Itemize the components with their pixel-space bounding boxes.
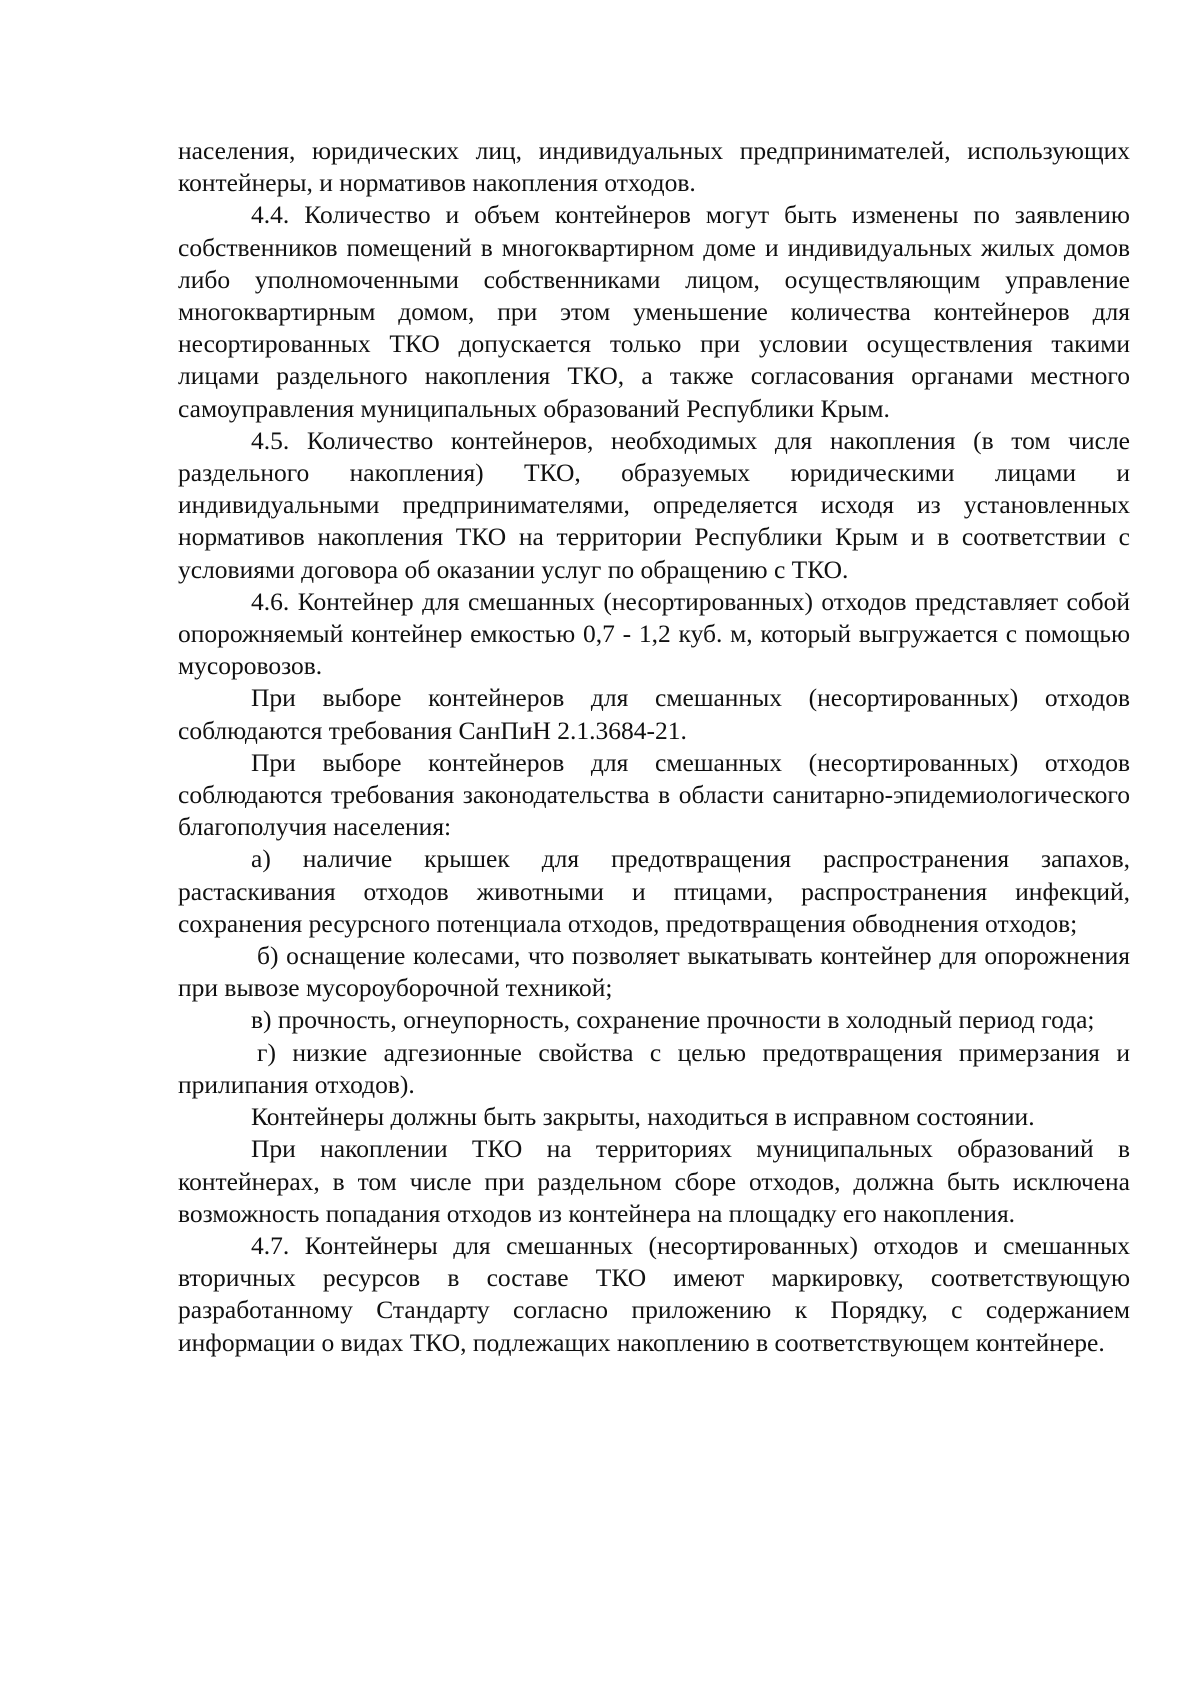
paragraph-requirements-intro: При выборе контейнеров для смешанных (несортированных) отходов соблюдаются требования законодательства в области санитарно-эпидемиологического благополучия населения:	[178, 747, 1130, 842]
list-item-g: г) низкие адгезионные свойства с целью предотвращения примерзания и прилипания отходов).	[178, 1037, 1130, 1099]
paragraph-4-6: 4.6. Контейнер для смешанных (несортированных) отходов представляет собой опорожняемый контейнер емкостью 0,7 - 1,2 куб. м, который выгружается с помощью мусоровозов.	[178, 586, 1130, 681]
list-item-v: в) прочность, огнеупорность, сохранение прочности в холодный период года;	[251, 1005, 1095, 1035]
paragraph-4-7: 4.7. Контейнеры для смешанных (несортированных) отходов и смешанных вторичных ресурсов в составе ТКО имеют маркировку, соответствующую разработанному Стандарту согласно приложению к Порядку, с содержанием информации о видах ТКО, подлежащих накоплению в соответствующем контейнере.	[178, 1230, 1130, 1357]
list-item-a: а) наличие крышек для предотвращения распространения запахов, растаскивания отходов животными и птицами, распространения инфекций, сохранения ресурсного потенциала отходов, предотвращения обводнения отходов;	[178, 844, 1130, 938]
paragraph-4-5: 4.5. Количество контейнеров, необходимых для накопления (в том числе раздельного накопления) ТКО, образуемых юридическими лицами и индивидуальными предпринимателями, определяется исходя из установленных нормативов накопления ТКО на территории Республики Крым и в соответствии с условиями договора об оказании услуг по обращению с ТКО.	[178, 425, 1130, 584]
paragraph-continuation: населения, юридических лиц, индивидуальных предпринимателей, использующих контейнеры, и нормативов накопления отходов.	[178, 136, 1130, 198]
list-item-b: б) оснащение колесами, что позволяет выкатывать контейнер для опорожнения при вывозе мусороуборочной техникой;	[178, 941, 1130, 1003]
paragraph-accumulation: При накоплении ТКО на территориях муниципальных образований в контейнерах, в том числе при раздельном сборе отходов, должна быть исключена возможность попадания отходов из контейнера на площадку его накопления.	[178, 1134, 1130, 1228]
paragraph-closed-containers: Контейнеры должны быть закрыты, находиться в исправном состоянии.	[251, 1102, 1035, 1132]
paragraph-sanpin: При выборе контейнеров для смешанных (несортированных) отходов соблюдаются требования СанПиН 2.1.3684-21.	[178, 683, 1130, 745]
paragraph-4-4: 4.4. Количество и объем контейнеров могут быть изменены по заявлению собственников помещений в многоквартирном доме и индивидуальных жилых домов либо уполномоченными собственниками лицом, осуществляющим управление многоквартирным домом, при этом уменьшение количества контейнеров для несортированных ТКО допускается только при условии осуществления такими лицами раздельного накопления ТКО, а также согласования органами местного самоуправления муниципальных образований Республики Крым.	[178, 200, 1130, 423]
document-page	[178, 135, 1130, 1359]
